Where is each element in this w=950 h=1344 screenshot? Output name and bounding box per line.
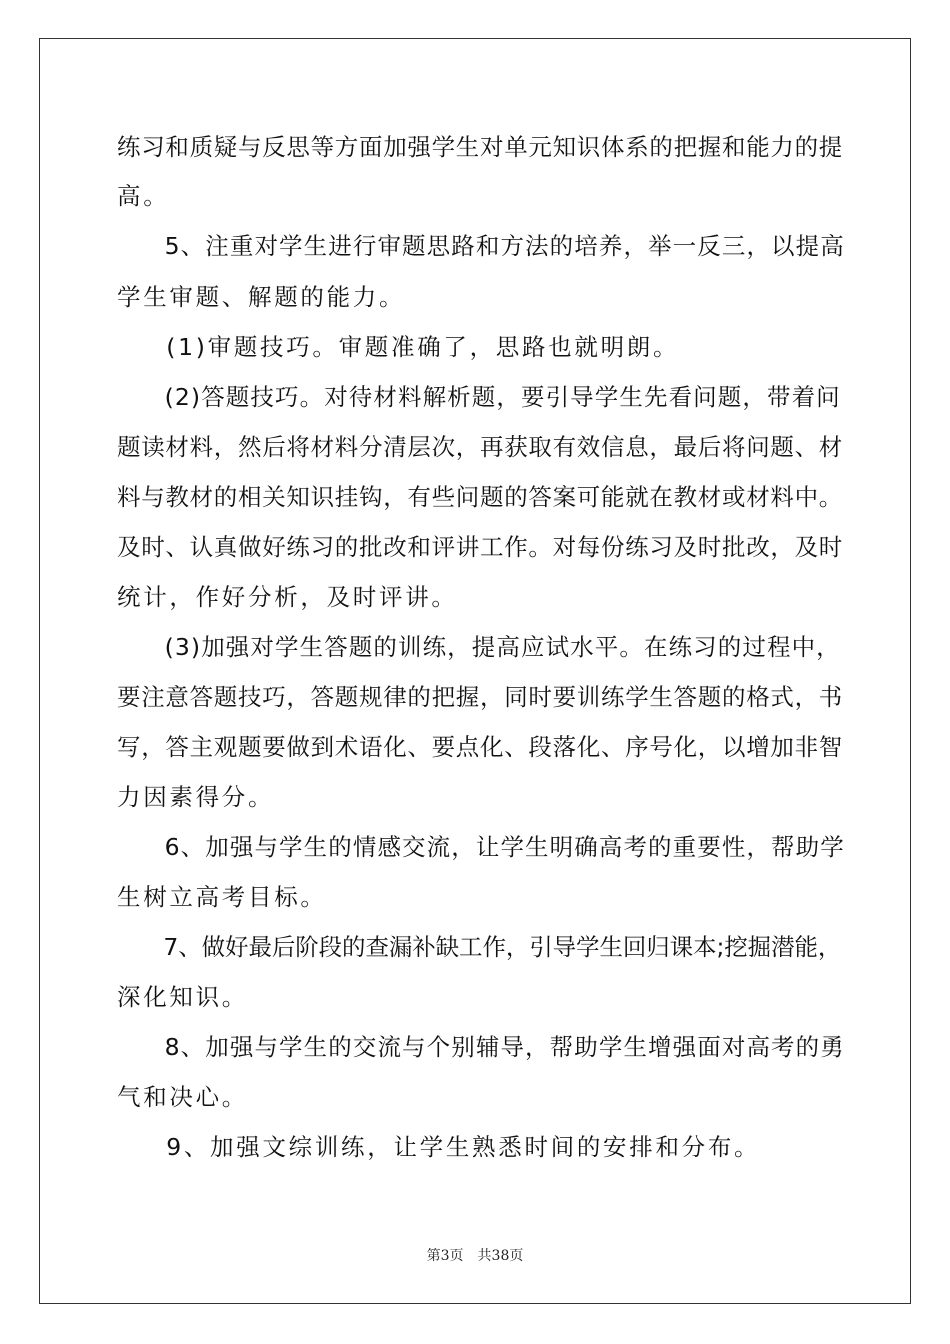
text-line: (2)答题技巧。对待材料解析题，要引导学生先看问题，带着问 xyxy=(140,383,841,411)
text-line: 要注意答题技巧，答题规律的把握，同时要训练学生答题的格式，书 xyxy=(117,683,843,711)
text-line: 9、加强文综训练，让学生熟悉时间的安排和分布。 xyxy=(140,1133,761,1161)
text-line: 力因素得分。 xyxy=(117,783,275,811)
text-line: 题读材料，然后将材料分清层次，再获取有效信息，最后将问题、材 xyxy=(117,433,843,461)
text-line: 6、加强与学生的情感交流，让学生明确高考的重要性，帮助学 xyxy=(140,833,845,861)
text-line: 及时、认真做好练习的批改和评讲工作。对每份练习及时批改，及时 xyxy=(117,533,843,561)
text-line: 生树立高考目标。 xyxy=(117,883,327,911)
text-line: 料与教材的相关知识挂钩，有些问题的答案可能就在教材或材料中。 xyxy=(117,483,843,511)
text-line: 高。 xyxy=(117,182,170,210)
text-line: (3)加强对学生答题的训练，提高应试水平。在练习的过程中， xyxy=(140,633,841,661)
text-line: 气和决心。 xyxy=(117,1083,248,1111)
text-line: 8、加强与学生的交流与个别辅导，帮助学生增强面对高考的勇 xyxy=(140,1033,845,1061)
text-line: 深化知识。 xyxy=(117,983,248,1011)
text-line: 学生审题、解题的能力。 xyxy=(117,283,406,311)
text-line: 7、做好最后阶段的查漏补缺工作，引导学生回归课本;挖掘潜能， xyxy=(140,933,842,961)
text-line: 统计，作好分析，及时评讲。 xyxy=(117,583,458,611)
text-line: 写，答主观题要做到术语化、要点化、段落化、序号化，以增加非智 xyxy=(117,733,843,761)
text-line: (1)审题技巧。审题准确了，思路也就明朗。 xyxy=(140,333,680,361)
text-line: 练习和质疑与反思等方面加强学生对单元知识体系的把握和能力的提 xyxy=(117,133,843,161)
text-line: 5、注重对学生进行审题思路和方法的培养，举一反三，以提高 xyxy=(140,232,845,260)
page-footer xyxy=(0,1245,950,1265)
page-number-label: 第3页 共38页 xyxy=(426,1248,524,1264)
